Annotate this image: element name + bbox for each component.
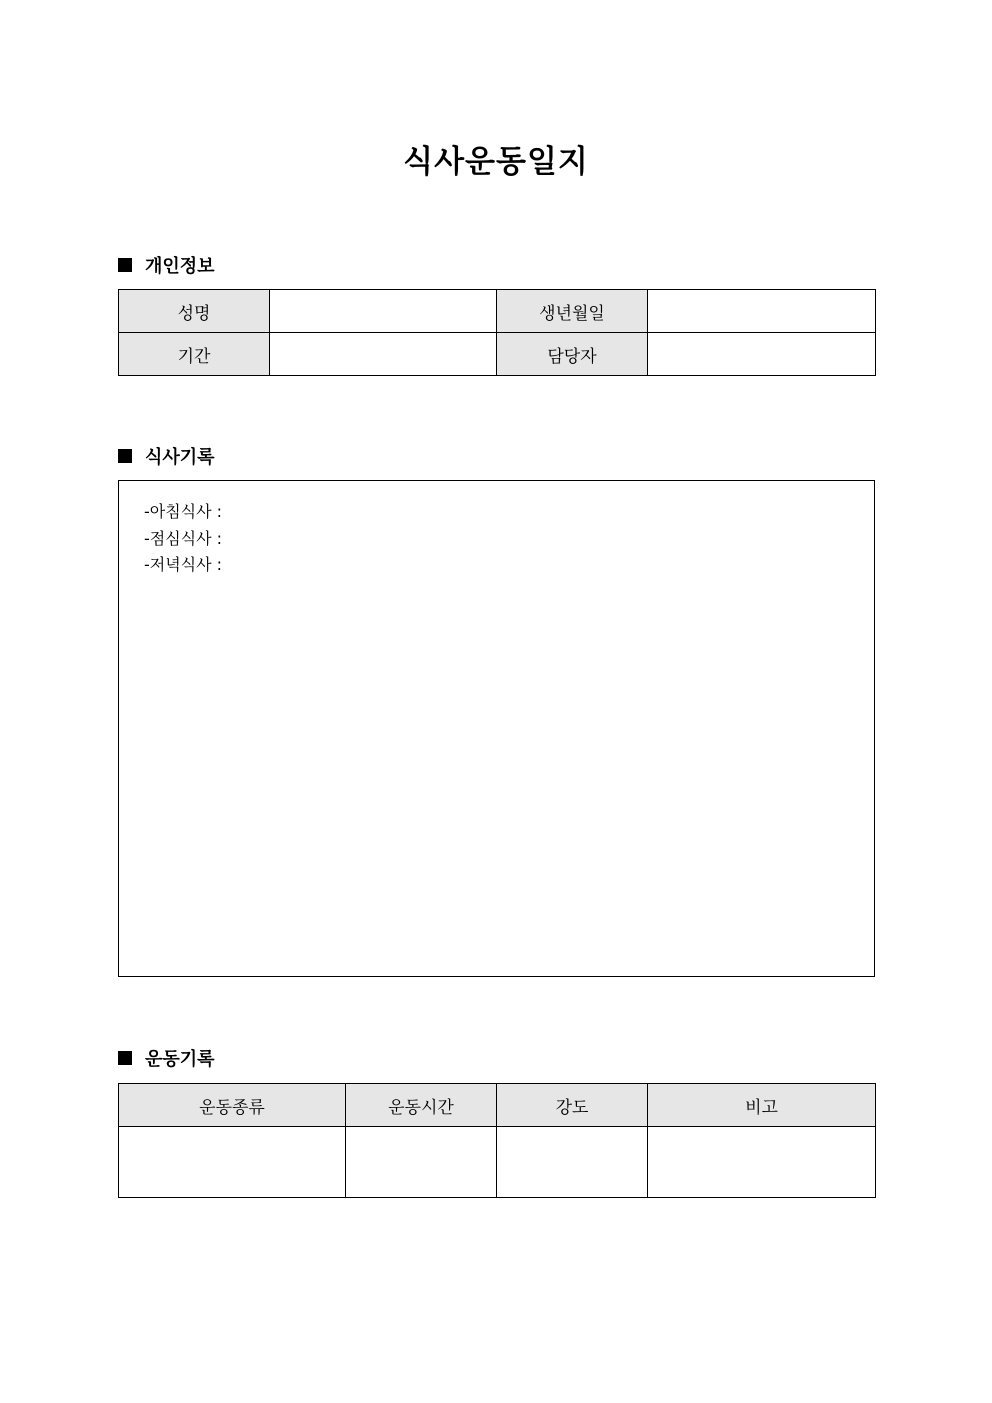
manager-field[interactable]: [648, 333, 876, 376]
notes-header: 비고: [648, 1084, 876, 1127]
birthdate-field[interactable]: [648, 290, 876, 333]
personal-info-table: [118, 289, 876, 376]
intensity-cell[interactable]: [497, 1127, 648, 1198]
manager-label: 담당자: [497, 333, 648, 376]
table-row: [119, 333, 876, 376]
exercise-record-heading: [118, 1046, 215, 1070]
name-field[interactable]: [270, 290, 497, 333]
table-header-row: [119, 1084, 876, 1127]
period-field[interactable]: [270, 333, 497, 376]
exercise-time-cell[interactable]: [346, 1127, 497, 1198]
personal-info-heading: [118, 253, 215, 277]
table-row: [119, 1127, 876, 1198]
birthdate-label: 생년월일: [497, 290, 648, 333]
lunch-line: -점심식사 :: [144, 528, 223, 548]
exercise-type-header: 운동종류: [119, 1084, 346, 1127]
square-bullet-icon: [118, 1051, 132, 1065]
intensity-header: 강도: [497, 1084, 648, 1127]
name-label: 성명: [119, 290, 270, 333]
notes-cell[interactable]: [648, 1127, 876, 1198]
period-label: 기간: [119, 333, 270, 376]
table-row: [119, 290, 876, 333]
meal-record-box[interactable]: [118, 480, 875, 977]
exercise-time-header: 운동시간: [346, 1084, 497, 1127]
page-title: 식사운동일지: [403, 144, 589, 180]
dinner-line: -저녁식사 :: [144, 555, 223, 574]
exercise-record-table: [118, 1083, 876, 1198]
breakfast-line: -아침식사 :: [144, 502, 223, 521]
square-bullet-icon: [118, 258, 132, 272]
square-bullet-icon: [118, 449, 132, 463]
exercise-record-heading-label: 운동기록: [145, 1049, 215, 1070]
exercise-type-cell[interactable]: [119, 1127, 346, 1198]
personal-info-heading-label: 개인정보: [145, 256, 215, 277]
meal-record-heading: [118, 444, 215, 468]
meal-record-heading-label: 식사기록: [145, 447, 215, 468]
